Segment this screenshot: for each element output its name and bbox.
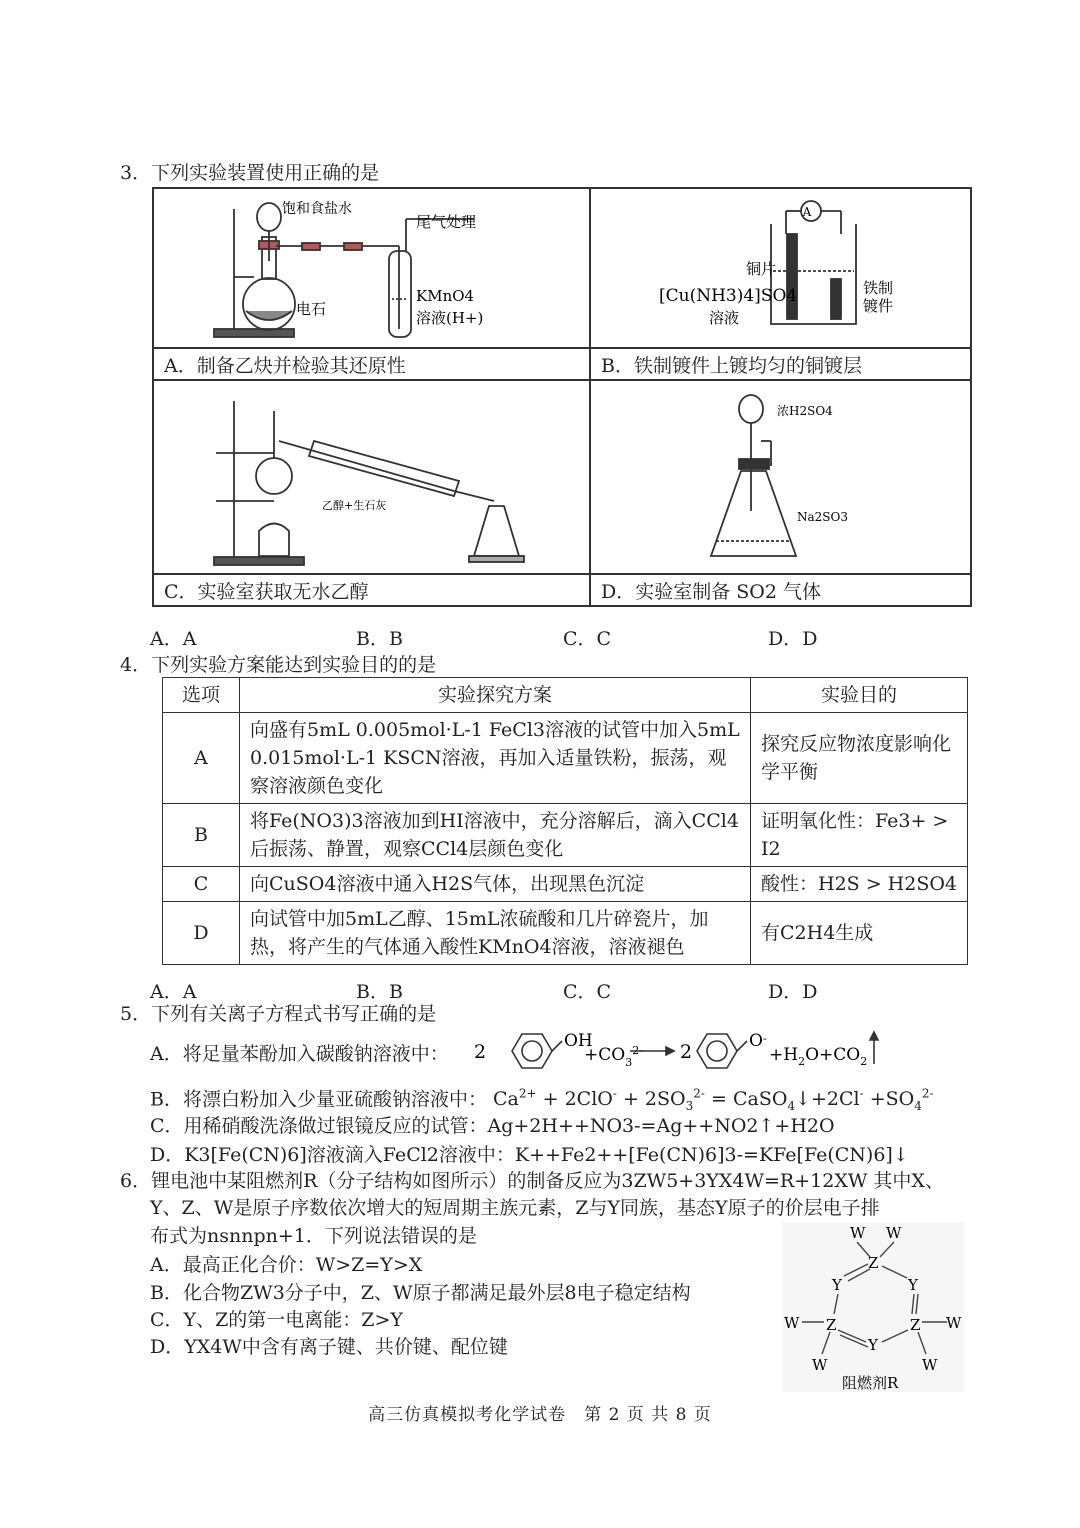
figure-b: [591, 189, 970, 347]
q6-option-b: B．化合物ZW3分子中，Z、W原子都满足最外层8电子稳定结构: [150, 1282, 691, 1304]
svg-text:W: W: [946, 1314, 962, 1332]
table-row: [163, 902, 968, 965]
svg-text:W: W: [784, 1314, 800, 1332]
q4-row-a-plan: 向盛有5mL 0.005mol·L-1 FeCl3溶液的试管中加入5mL 0.015mol·L-1 KSCN溶液，再加入适量铁粉，振荡，观察溶液颜色变化: [240, 713, 751, 804]
svg-text:Y: Y: [832, 1276, 842, 1294]
figure-d: [591, 381, 970, 573]
caption-b: B．铁制镀件上镀均匀的铜镀层: [590, 348, 971, 380]
q6-option-c: C．Y、Z的第一电离能：Z>Y: [150, 1309, 403, 1331]
fig-b-label-piece: 镀件: [863, 297, 894, 315]
q3-option-a: A．A: [150, 628, 197, 650]
q4-row-d-option: D: [163, 902, 240, 965]
svg-text:2: 2: [680, 1041, 693, 1063]
svg-text:+CO32-: $+CO_3^{2-}$: [584, 1044, 643, 1069]
mol-caption: 阻燃剂R: [842, 1374, 899, 1392]
svg-text:W: W: [922, 1356, 938, 1374]
q4-row-c-option: C: [163, 867, 240, 902]
fig-a-label-solution: 溶液(H+): [416, 309, 484, 327]
fig-d-label-acid: 浓H2SO4: [777, 404, 833, 418]
distillation-apparatus-icon: [154, 381, 589, 573]
caption-d: D．实验室制备 SO2 气体: [590, 574, 971, 606]
fig-b-label-iron: 铁制: [863, 279, 894, 297]
q4-option-a: A．A: [150, 981, 197, 1003]
q5-option-b-text: B．将漂白粉加入少量亚硫酸钠溶液中：: [150, 1088, 487, 1111]
q4-header-option: 选项: [163, 678, 240, 713]
table-row: [163, 804, 968, 867]
fig-d-label-sulfite: Na2SO3: [797, 510, 848, 524]
q6-option-a: A．最高正化合价：W>Z=Y>X: [150, 1254, 423, 1276]
table-row: [163, 867, 968, 902]
svg-text:2: 2: [474, 1041, 487, 1063]
q5-option-a: A．将足量苯酚加入碳酸钠溶液中：: [150, 1043, 449, 1065]
q4-row-d-plan: 向试管中加5mL乙醇、15mL浓硫酸和几片碎瓷片，加热，将产生的气体通入酸性KMnO4溶液，溶液褪色: [240, 902, 751, 965]
svg-text:+H2O+CO2: $+H_2O+CO_2$: [769, 1045, 868, 1068]
q6-stem-1: 6．锂电池中某阻燃剂R（分子结构如图所示）的制备反应为3ZW5+3YX4W=R+12XW 其中X、: [120, 1170, 944, 1192]
fig-a-label-tail-gas: 尾气处理: [416, 213, 477, 231]
q5-option-c: C．用稀硝酸洗涤做过银镜反应的试管：Ag+2H++NO3-=Ag++NO2↑+H2O: [150, 1115, 835, 1137]
q3-stem: 3．下列实验装置使用正确的是: [120, 162, 380, 184]
svg-text:Z: Z: [826, 1316, 837, 1334]
q6-stem-2: Y、Z、W是原子序数依次增大的短周期主族元素，Z与Y同族，基态Y原子的价层电子排: [150, 1197, 880, 1219]
svg-text:OH: OH: [564, 1031, 593, 1051]
q4-row-c-goal: 酸性：H2S > H2SO4: [751, 867, 968, 902]
electroplating-cell-icon: [591, 189, 970, 347]
ammeter-label: A: [802, 205, 812, 219]
q4-row-b-plan: 将Fe(NO3)3溶液加到HI溶液中，充分溶解后，滴入CCl4后振荡、静置，观察CCl4层颜色变化: [240, 804, 751, 867]
q4-option-c: C．C: [563, 981, 612, 1003]
q5-option-d: D．K3[Fe(CN)6]溶液滴入FeCl2溶液中：K++Fe2++[Fe(CN)6]3-=KFe[Fe(CN)6]↓: [150, 1144, 909, 1166]
q6-option-d: D．YX4W中含有离子键、共价键、配位键: [150, 1336, 508, 1358]
caption-a: A．制备乙炔并检验其还原性: [153, 348, 590, 380]
q4-row-a-option: A: [163, 713, 240, 804]
svg-text:Z: Z: [910, 1316, 921, 1334]
svg-text:W: W: [812, 1356, 828, 1374]
q5-stem: 5．下列有关离子方程式书写正确的是: [120, 1003, 437, 1025]
q4-option-b: B．B: [356, 981, 403, 1003]
fig-b-label-complex: [Cu(NH3)4]SO4: [659, 286, 798, 306]
q4-header-plan: 实验探究方案: [240, 678, 751, 713]
caption-c: C．实验室获取无水乙醇: [153, 574, 590, 606]
q3-figure-grid: [152, 187, 972, 607]
q4-option-d: D．D: [768, 981, 818, 1003]
q3-option-c: C．C: [563, 628, 612, 650]
so2-generator-icon: [591, 381, 970, 573]
q4-row-a-goal: 探究反应物浓度影响化学平衡: [751, 713, 968, 804]
page-footer: 高三仿真模拟考化学试卷 第 2 页 共 8 页: [368, 1405, 712, 1425]
acetylene-apparatus-icon: [154, 189, 589, 347]
svg-text:O-: O-: [749, 1031, 767, 1051]
q3-option-b: B．B: [356, 628, 403, 650]
ring-molecule-icon: [782, 1222, 964, 1392]
q4-row-d-goal: 有C2H4生成: [751, 902, 968, 965]
q4-row-b-goal: 证明氧化性：Fe3+ > I2: [751, 804, 968, 867]
q4-row-c-plan: 向CuSO4溶液中通入H2S气体，出现黑色沉淀: [240, 867, 751, 902]
fig-c-label-ethanol: 乙醇+生石灰: [322, 499, 387, 512]
fig-b-label-solution: 溶液: [709, 309, 740, 327]
q3-option-d: D．D: [768, 628, 818, 650]
q4-table: [162, 677, 968, 965]
fig-a-label-kmno4: KMnO4: [416, 287, 475, 305]
svg-text:W: W: [850, 1224, 866, 1242]
phenol-reaction-icon: [472, 1026, 882, 1076]
q4-stem: 4．下列实验方案能达到实验目的的是: [120, 654, 437, 676]
q4-row-b-option: B: [163, 804, 240, 867]
svg-text:W: W: [886, 1224, 902, 1242]
fig-b-label-copper: 铜片: [746, 260, 777, 278]
figure-c: [154, 381, 589, 573]
fig-a-label-brine: 饱和食盐水: [282, 201, 352, 217]
fig-a-label-carbide: 电石: [296, 300, 327, 318]
q4-header-goal: 实验目的: [751, 678, 968, 713]
q5-option-b-equation: $Ca^{2+} + 2ClO^- + 2SO_3^{2-}$ = CaSO$_4$↓+2Cl- $+SO_4^{2-}$: [493, 1087, 934, 1114]
flame-retardant-structure: [782, 1222, 964, 1392]
svg-text:Y: Y: [908, 1276, 918, 1294]
svg-text:Z: Z: [868, 1254, 879, 1272]
figure-a: [154, 189, 589, 347]
q6-stem-3: 布式为nsnnpn+1．下列说法错误的是: [150, 1225, 477, 1247]
svg-text:Y: Y: [868, 1336, 878, 1354]
table-row: [163, 713, 968, 804]
